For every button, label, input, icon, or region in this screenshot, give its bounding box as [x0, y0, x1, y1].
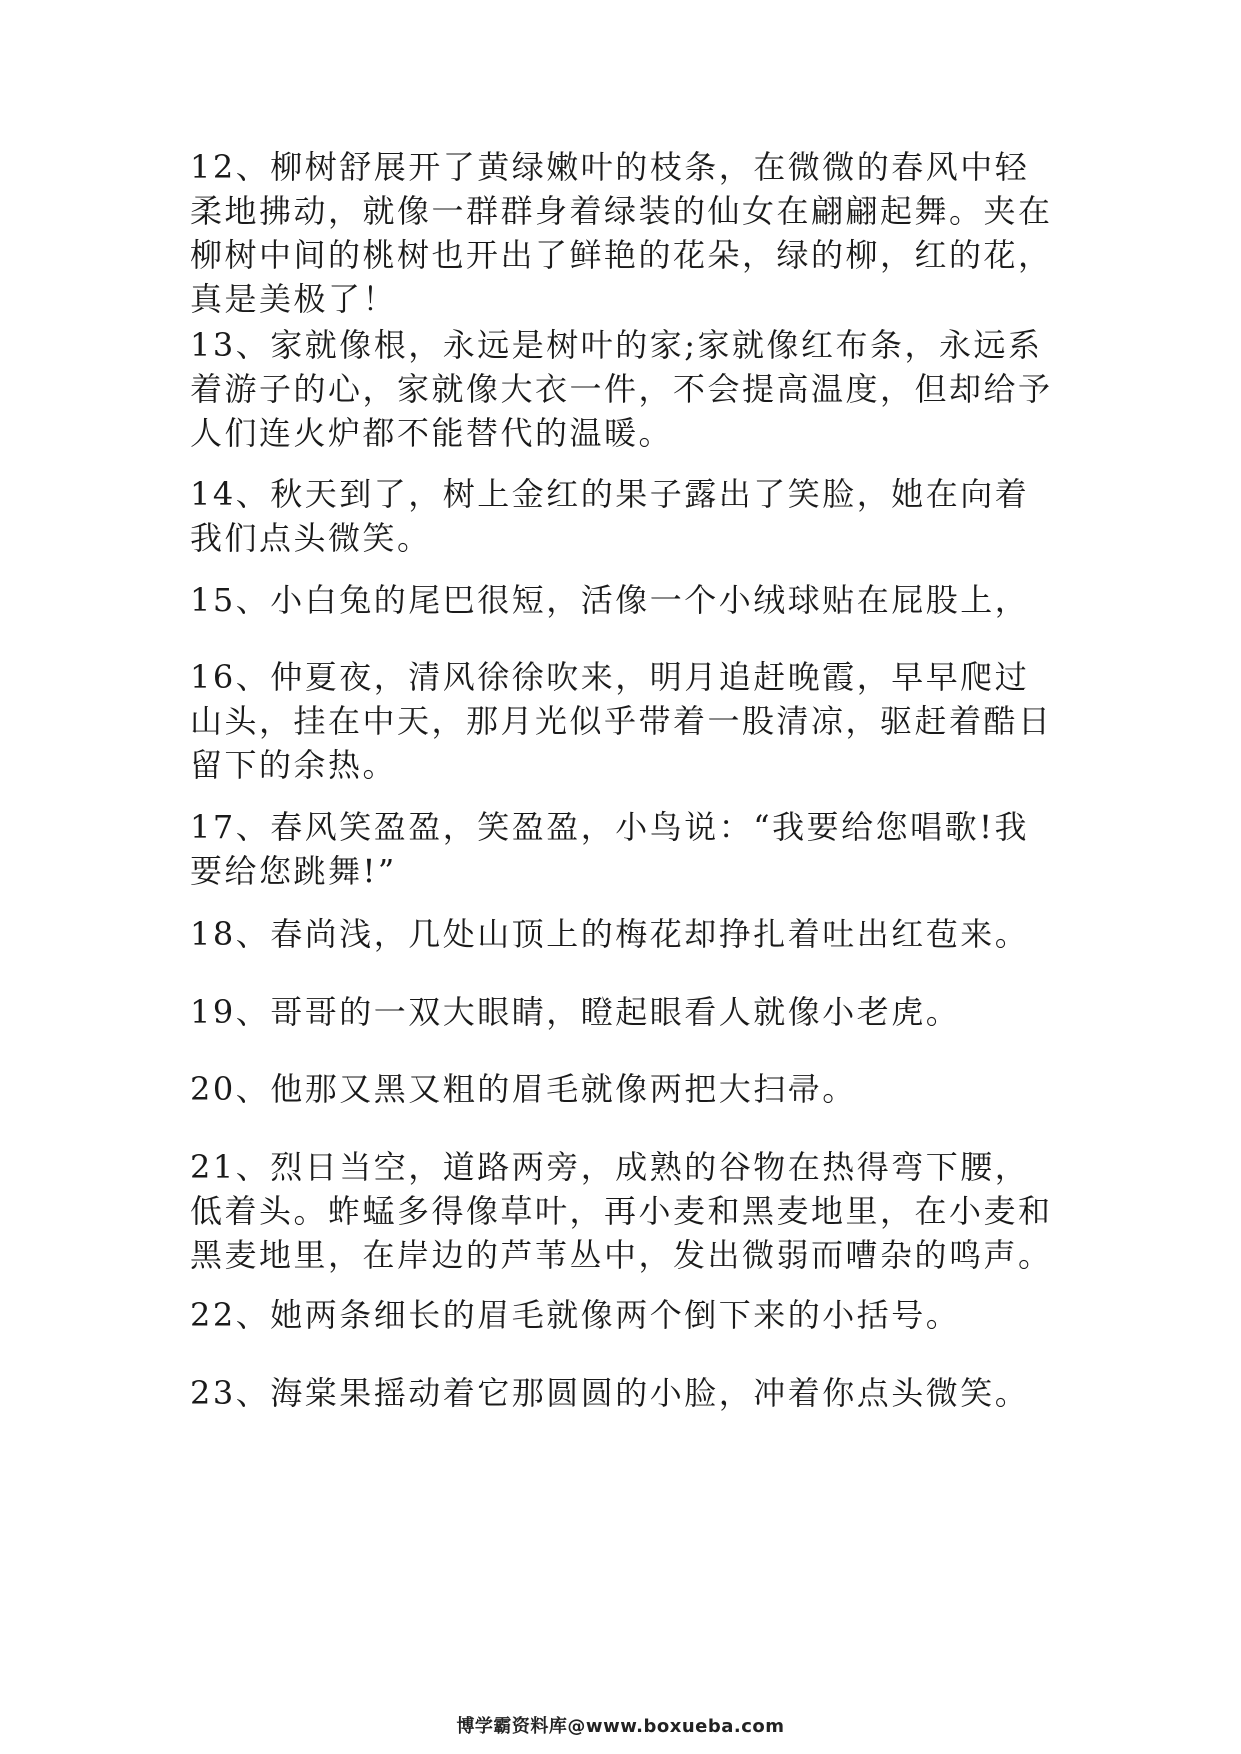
list-item-17: 17、春风笑盈盈，笑盈盈，小鸟说：“我要给您唱歌!我要给您跳舞!”	[190, 808, 1029, 890]
list-item-19: 19、哥哥的一双大眼睛，瞪起眼看人就像小老虎。	[190, 993, 961, 1031]
list-item-15: 15、小白兔的尾巴很短，活像一个小绒球贴在屁股上，	[190, 581, 1030, 619]
footer-watermark: 博学霸资料库@www.boxueba.com	[456, 1716, 785, 1737]
list-item-21: 21、烈日当空，道路两旁，成熟的谷物在热得弯下腰，低着头。蚱蜢多得像草叶，再小麦和黑麦地里，在小麦和黑麦地里，在岸边的芦苇丛中，发出微弱而嘈杂的鸣声。	[190, 1148, 1053, 1274]
list-item-13: 13、家就像根，永远是树叶的家;家就像红布条，永远系着游子的心，家就像大衣一件，不会提高温度，但却给予人们连火炉都不能替代的温暖。	[190, 326, 1053, 452]
list-item-18: 18、春尚浅，几处山顶上的梅花却挣扎着吐出红苞来。	[190, 915, 1030, 953]
list-item-16: 16、仲夏夜，清风徐徐吹来，明月追赶晚霞，早早爬过山头，挂在中天，那月光似乎带着一股清凉，驱赶着酷日留下的余热。	[190, 658, 1053, 784]
list-item-23: 23、海棠果摇动着它那圆圆的小脸，冲着你点头微笑。	[190, 1374, 1030, 1412]
list-item-14: 14、秋天到了，树上金红的果子露出了笑脸，她在向着我们点头微笑。	[190, 475, 1030, 557]
list-item-12: 12、柳树舒展开了黄绿嫩叶的枝条，在微微的春风中轻柔地拂动，就像一群群身着绿装的仙女在翩翩起舞。夹在柳树中间的桃树也开出了鲜艳的花朵，绿的柳，红的花，真是美极了！	[190, 148, 1053, 318]
list-item-22: 22、她两条细长的眉毛就像两个倒下来的小括号。	[190, 1296, 961, 1334]
list-item-20: 20、他那又黑又粗的眉毛就像两把大扫帚。	[190, 1070, 857, 1108]
